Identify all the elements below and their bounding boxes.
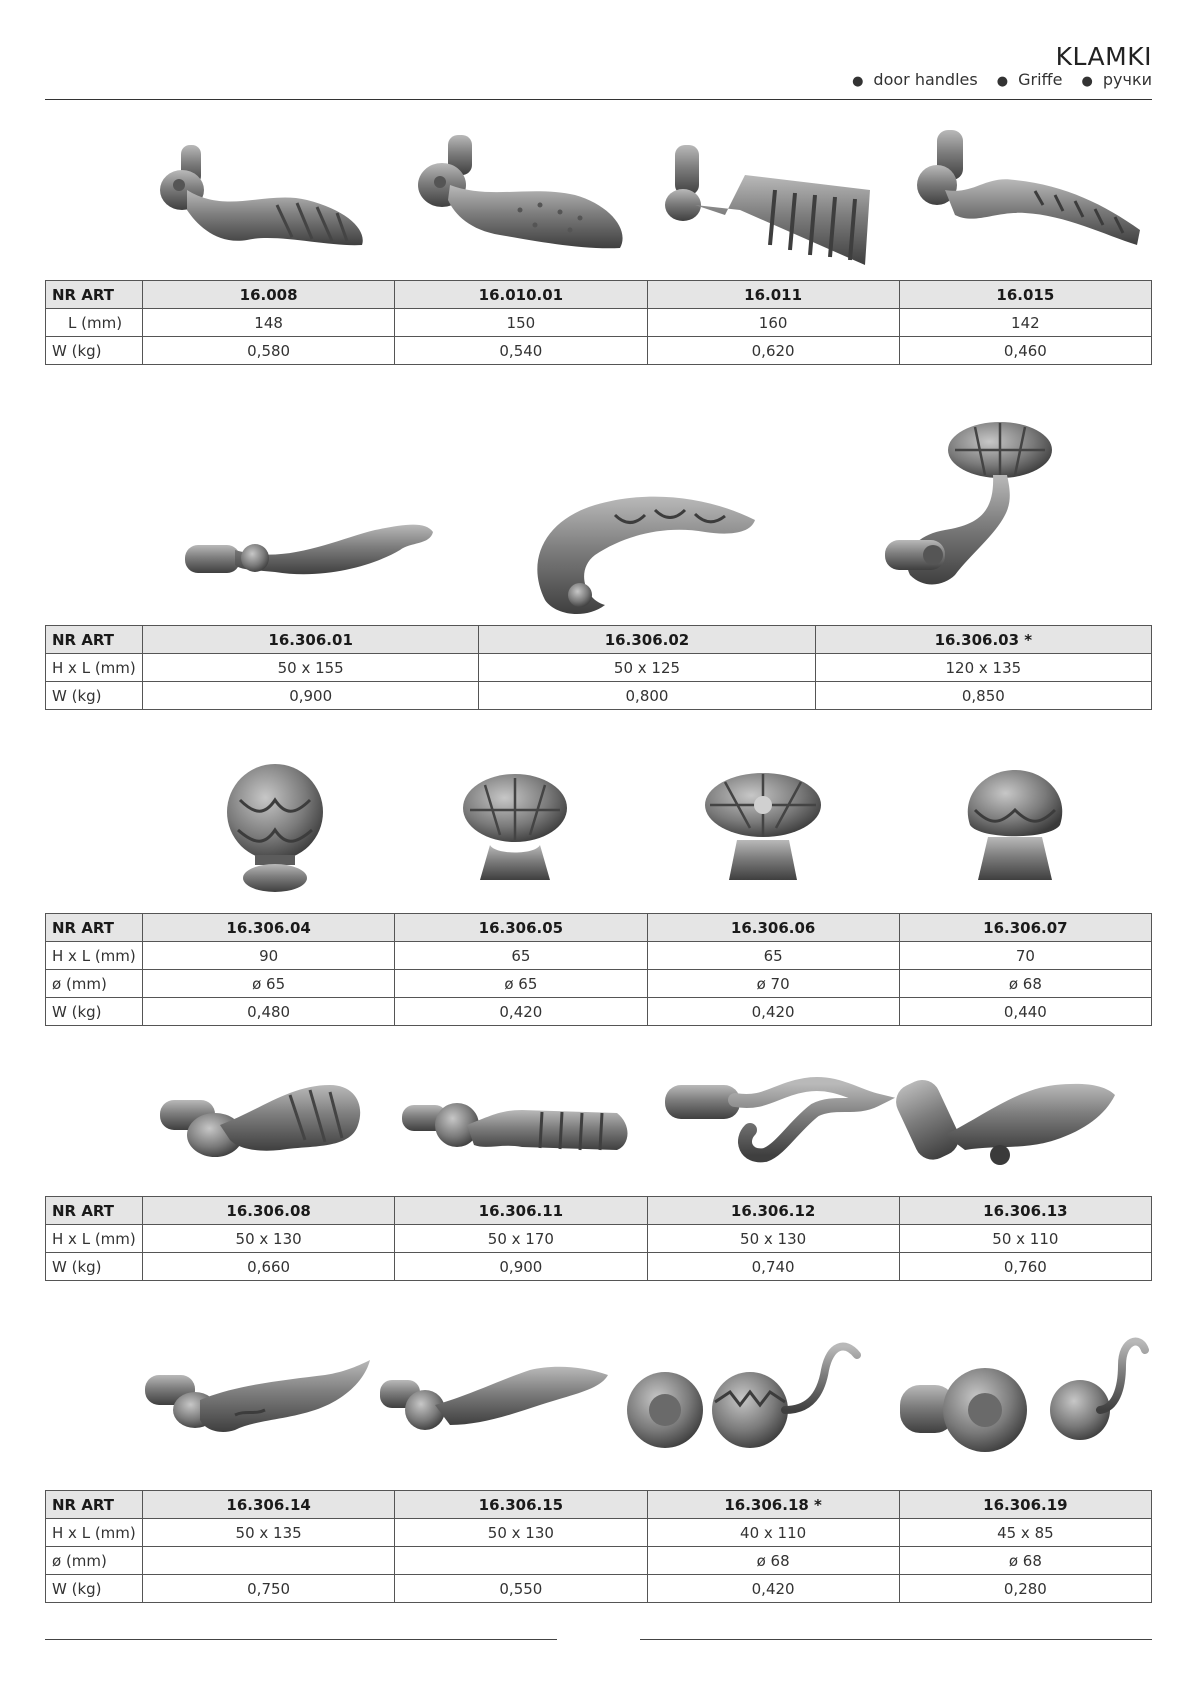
weight-value: 0,660 [143, 1253, 395, 1281]
row-label: NR ART [46, 1491, 143, 1519]
door-handle-image [160, 145, 363, 245]
door-handle-image [665, 145, 870, 265]
article-number: 16.306.03 * [815, 626, 1151, 654]
article-number: 16.306.15 [395, 1491, 647, 1519]
row-label: W (kg) [46, 337, 143, 365]
row-label: L (mm) [46, 309, 143, 337]
weight-value: 0,420 [647, 998, 899, 1026]
bullet-icon: ● [996, 74, 1009, 89]
cabinet-knob-image [705, 773, 821, 880]
spec-table [45, 1196, 1152, 1281]
dimension-value: 50 x 170 [395, 1225, 647, 1253]
weight-value: 0,480 [143, 998, 395, 1026]
dimension-value: 50 x 130 [647, 1225, 899, 1253]
subtitle-ru: ручки [1102, 70, 1152, 89]
lever-hook-image [627, 1347, 857, 1448]
diameter-value: ø 70 [647, 970, 899, 998]
article-number: 16.306.08 [143, 1197, 395, 1225]
product-images-row [45, 125, 1152, 270]
dimension-value: 120 x 135 [815, 654, 1151, 682]
spec-table [45, 625, 1152, 710]
subtitle-en: door handles [873, 70, 978, 89]
weight-value: 0,540 [395, 337, 647, 365]
product-images-row [45, 1070, 1152, 1180]
article-number: 16.306.06 [647, 914, 899, 942]
row-label: NR ART [46, 626, 143, 654]
article-number: 16.306.13 [899, 1197, 1151, 1225]
weight-value: 0,280 [899, 1575, 1151, 1603]
row-label: ø (mm) [46, 1547, 143, 1575]
door-handle-image [537, 497, 755, 614]
dimension-value: 90 [143, 942, 395, 970]
product-images-row [45, 1330, 1152, 1470]
row-label: H x L (mm) [46, 654, 143, 682]
footer-divider-right [640, 1639, 1152, 1640]
cabinet-knob-image [463, 774, 567, 880]
row-label: NR ART [46, 1197, 143, 1225]
spec-table [45, 913, 1152, 1026]
door-handle-image [665, 1084, 875, 1155]
diameter-value: ø 68 [899, 1547, 1151, 1575]
diameter-value: ø 68 [899, 970, 1151, 998]
row-label: H x L (mm) [46, 1225, 143, 1253]
dimension-value: 65 [395, 942, 647, 970]
article-number: 16.010.01 [395, 281, 647, 309]
weight-value: 0,750 [143, 1575, 395, 1603]
spec-table [45, 1490, 1152, 1603]
bullet-icon: ● [1081, 74, 1093, 89]
cabinet-knob-image [227, 764, 323, 892]
weight-value: 0,900 [143, 682, 479, 710]
door-handle-image [890, 1074, 1115, 1166]
length-value: 148 [143, 309, 395, 337]
door-handle-image [185, 525, 433, 575]
diameter-value: ø 65 [143, 970, 395, 998]
weight-value: 0,620 [647, 337, 899, 365]
diameter-value: ø 68 [647, 1547, 899, 1575]
dimension-value: 70 [899, 942, 1151, 970]
row-label: W (kg) [46, 1253, 143, 1281]
header-divider [45, 99, 1152, 100]
weight-value: 0,760 [899, 1253, 1151, 1281]
weight-value: 0,460 [899, 337, 1151, 365]
dimension-value: 50 x 155 [143, 654, 479, 682]
weight-value: 0,550 [395, 1575, 647, 1603]
row-label: W (kg) [46, 682, 143, 710]
spec-table [45, 280, 1152, 365]
article-number: 16.306.05 [395, 914, 647, 942]
weight-value: 0,800 [479, 682, 815, 710]
weight-value: 0,580 [143, 337, 395, 365]
article-number: 16.015 [899, 281, 1151, 309]
article-number: 16.306.12 [647, 1197, 899, 1225]
article-number: 16.008 [143, 281, 395, 309]
door-handle-image [917, 130, 1140, 245]
diameter-value [143, 1547, 395, 1575]
weight-value: 0,850 [815, 682, 1151, 710]
door-handle-image [380, 1367, 608, 1430]
dimension-value: 50 x 130 [395, 1519, 647, 1547]
door-handle-image [885, 422, 1052, 584]
diameter-value: ø 65 [395, 970, 647, 998]
door-handle-image [418, 135, 623, 248]
weight-value: 0,420 [647, 1575, 899, 1603]
door-handle-image [402, 1103, 628, 1150]
article-number: 16.306.19 [899, 1491, 1151, 1519]
row-label: ø (mm) [46, 970, 143, 998]
lever-hook-image [900, 1342, 1145, 1452]
footer-divider-left [45, 1639, 557, 1640]
subtitle-de: Griffe [1018, 70, 1063, 89]
article-number: 16.306.11 [395, 1197, 647, 1225]
row-label: H x L (mm) [46, 1519, 143, 1547]
article-number: 16.306.04 [143, 914, 395, 942]
product-images-row [45, 415, 1152, 615]
cabinet-knob-image [968, 770, 1062, 880]
dimension-value: 45 x 85 [899, 1519, 1151, 1547]
page-subtitle [838, 70, 1152, 89]
dimension-value: 50 x 125 [479, 654, 815, 682]
article-number: 16.306.07 [899, 914, 1151, 942]
product-images-row [45, 755, 1152, 895]
dimension-value: 50 x 110 [899, 1225, 1151, 1253]
door-handle-image [145, 1360, 370, 1432]
weight-value: 0,440 [899, 998, 1151, 1026]
row-label: NR ART [46, 914, 143, 942]
door-handle-image [160, 1085, 360, 1157]
length-value: 160 [647, 309, 899, 337]
length-value: 150 [395, 309, 647, 337]
diameter-value [395, 1547, 647, 1575]
article-number: 16.011 [647, 281, 899, 309]
length-value: 142 [899, 309, 1151, 337]
weight-value: 0,740 [647, 1253, 899, 1281]
row-label: W (kg) [46, 1575, 143, 1603]
row-label: H x L (mm) [46, 942, 143, 970]
dimension-value: 50 x 135 [143, 1519, 395, 1547]
page-title: KLAMKI [1055, 42, 1152, 71]
dimension-value: 50 x 130 [143, 1225, 395, 1253]
row-label: W (kg) [46, 998, 143, 1026]
article-number: 16.306.01 [143, 626, 479, 654]
weight-value: 0,420 [395, 998, 647, 1026]
weight-value: 0,900 [395, 1253, 647, 1281]
article-number: 16.306.02 [479, 626, 815, 654]
article-number: 16.306.14 [143, 1491, 395, 1519]
dimension-value: 40 x 110 [647, 1519, 899, 1547]
bullet-icon: ● [852, 74, 864, 89]
row-label: NR ART [46, 281, 143, 309]
dimension-value: 65 [647, 942, 899, 970]
article-number: 16.306.18 * [647, 1491, 899, 1519]
